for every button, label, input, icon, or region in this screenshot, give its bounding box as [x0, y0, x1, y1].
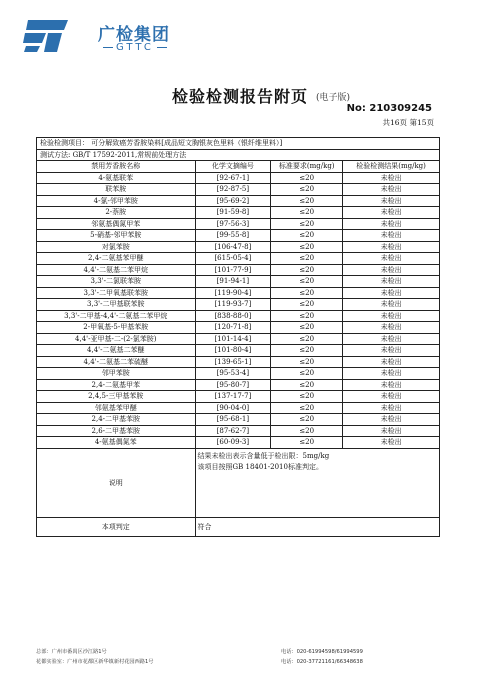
- amine-name-cell: 2,4,5-三甲基苯胺: [37, 391, 196, 403]
- table-row: [37, 437, 440, 449]
- amine-name-cell: 3,3'-二甲氧基联苯胺: [37, 287, 196, 299]
- page-info: 共16页 第15页: [382, 118, 434, 127]
- standard-requirement-cell: ≤20: [271, 184, 343, 196]
- table-row: [37, 195, 440, 207]
- table-row: [37, 333, 440, 345]
- table-row: [37, 287, 440, 299]
- report-number: No: 210309245: [346, 103, 432, 114]
- standard-requirement-cell: ≤20: [271, 264, 343, 276]
- verdict-value: 符合: [195, 517, 439, 536]
- cas-number-cell: [60-09-3]: [195, 437, 271, 449]
- cas-number-cell: [87-62-7]: [195, 425, 271, 437]
- standard-requirement-cell: ≤20: [271, 207, 343, 219]
- amine-name-cell: 3,3'-二甲基-4,4'-二氨基二苯甲烷: [37, 310, 196, 322]
- test-result-cell: 未检出: [343, 333, 440, 345]
- amine-name-cell: 4,4'-二氨基二苯醚: [37, 345, 196, 357]
- table-row: [37, 379, 440, 391]
- test-result-cell: 未检出: [343, 299, 440, 311]
- standard-requirement-cell: ≤20: [271, 391, 343, 403]
- table-header-row: [37, 161, 440, 173]
- table-row: [37, 299, 440, 311]
- standard-requirement-cell: ≤20: [271, 425, 343, 437]
- amine-name-cell: 2,4-二甲基苯胺: [37, 414, 196, 426]
- footer-hq-address: 总部：广州市番禺区沙江路1号: [36, 649, 107, 655]
- cas-number-cell: [101-77-9]: [195, 264, 271, 276]
- table-row: [37, 402, 440, 414]
- table-row: [37, 414, 440, 426]
- cas-number-cell: [95-80-7]: [195, 379, 271, 391]
- test-result-cell: 未检出: [343, 414, 440, 426]
- verdict-label: 本项判定: [37, 517, 196, 536]
- standard-requirement-cell: ≤20: [271, 253, 343, 265]
- table-row: [37, 241, 440, 253]
- standard-requirement-cell: ≤20: [271, 368, 343, 380]
- cas-number-cell: [97-56-3]: [195, 218, 271, 230]
- test-result-cell: 未检出: [343, 253, 440, 265]
- table-row: [37, 276, 440, 288]
- amine-name-cell: 2,4-二氨基甲苯: [37, 379, 196, 391]
- note-line-1: 结果未检出表示含量低于检出限：5mg/kg: [197, 451, 330, 460]
- header-test-result: 检验检测结果(mg/kg): [343, 161, 440, 173]
- test-result-cell: 未检出: [343, 368, 440, 380]
- table-row: [37, 425, 440, 437]
- cas-number-cell: [95-68-1]: [195, 414, 271, 426]
- test-result-cell: 未检出: [343, 402, 440, 414]
- test-method-line: 测试方法: GB/T 17592-2011,常规前处理方法: [37, 149, 440, 161]
- standard-requirement-cell: ≤20: [271, 218, 343, 230]
- cas-number-cell: [838-88-0]: [195, 310, 271, 322]
- standard-requirement-cell: ≤20: [271, 333, 343, 345]
- cas-number-cell: [106-47-8]: [195, 241, 271, 253]
- standard-requirement-cell: ≤20: [271, 322, 343, 334]
- table-row: [37, 345, 440, 357]
- table-row: [37, 368, 440, 380]
- test-result-cell: 未检出: [343, 437, 440, 449]
- test-results-table: [36, 137, 440, 537]
- cas-number-cell: [90-04-0]: [195, 402, 271, 414]
- table-row: [37, 264, 440, 276]
- test-result-cell: 未检出: [343, 310, 440, 322]
- test-result-cell: 未检出: [343, 230, 440, 242]
- standard-requirement-cell: ≤20: [271, 356, 343, 368]
- cas-number-cell: [92-87-5]: [195, 184, 271, 196]
- note-label: 说明: [37, 448, 196, 517]
- cas-number-cell: [101-80-4]: [195, 345, 271, 357]
- standard-requirement-cell: ≤20: [271, 172, 343, 184]
- table-row: [37, 218, 440, 230]
- report-title: 检验检测报告附页: [172, 87, 309, 106]
- amine-name-cell: 2,4-二氨基苯甲醚: [37, 253, 196, 265]
- cas-number-cell: [91-94-1]: [195, 276, 271, 288]
- test-result-cell: 未检出: [343, 241, 440, 253]
- amine-name-cell: 邻氨基偶氮甲苯: [37, 218, 196, 230]
- standard-requirement-cell: ≤20: [271, 195, 343, 207]
- table-row: [37, 230, 440, 242]
- table-row: [37, 310, 440, 322]
- header-amine-name: 禁用芳香胺名称: [37, 161, 196, 173]
- amine-name-cell: 3,3'-二氯联苯胺: [37, 276, 196, 288]
- amine-name-cell: 4-氯-邻甲苯胺: [37, 195, 196, 207]
- cas-number-cell: [615-05-4]: [195, 253, 271, 265]
- header-standard-requirement: 标准要求(mg/kg): [271, 161, 343, 173]
- amine-name-cell: 2,6-二甲基苯胺: [37, 425, 196, 437]
- note-line-2: 该项目按照GB 18401-2010标准判定。: [197, 462, 323, 471]
- amine-name-cell: 联苯胺: [37, 184, 196, 196]
- amine-name-cell: 4-氨基联苯: [37, 172, 196, 184]
- standard-requirement-cell: ≤20: [271, 241, 343, 253]
- footer-lab-address: 花都实验室：广州市花都区新华镇新村花园西路1号: [36, 659, 154, 665]
- test-result-cell: 未检出: [343, 207, 440, 219]
- standard-requirement-cell: ≤20: [271, 310, 343, 322]
- test-result-cell: 未检出: [343, 172, 440, 184]
- amine-name-cell: 4,4'-亚甲基-二-(2-氯苯胺): [37, 333, 196, 345]
- amine-name-cell: 4,4'-二氨基二苯甲烷: [37, 264, 196, 276]
- standard-requirement-cell: ≤20: [271, 299, 343, 311]
- test-result-cell: 未检出: [343, 391, 440, 403]
- amine-name-cell: 4,4'-二氨基二苯硫醚: [37, 356, 196, 368]
- cas-number-cell: [120-71-8]: [195, 322, 271, 334]
- test-result-cell: 未检出: [343, 264, 440, 276]
- test-result-cell: 未检出: [343, 184, 440, 196]
- table-row: [37, 391, 440, 403]
- amine-name-cell: 3,3'-二甲基联苯胺: [37, 299, 196, 311]
- cas-number-cell: [137-17-7]: [195, 391, 271, 403]
- test-result-cell: 未检出: [343, 287, 440, 299]
- table-row: [37, 253, 440, 265]
- footer-lab-phone: 电话：020-37721161/66348638: [281, 659, 363, 665]
- test-result-cell: 未检出: [343, 276, 440, 288]
- table-row: [37, 184, 440, 196]
- table-row: [37, 172, 440, 184]
- test-result-cell: 未检出: [343, 379, 440, 391]
- standard-requirement-cell: ≤20: [271, 402, 343, 414]
- cas-number-cell: [99-55-8]: [195, 230, 271, 242]
- test-item-line: 检验检测项目： 可分解致癌芳香胺染料[成品短文胸银灰色里料（银纤维里料）]: [37, 138, 440, 150]
- logo-chinese-name: 广检集团: [98, 25, 170, 45]
- cas-number-cell: [139-65-1]: [195, 356, 271, 368]
- amine-name-cell: 2-萘胺: [37, 207, 196, 219]
- cas-number-cell: [95-53-4]: [195, 368, 271, 380]
- standard-requirement-cell: ≤20: [271, 437, 343, 449]
- logo-english-name: GTTC: [100, 42, 170, 53]
- cas-number-cell: [92-67-1]: [195, 172, 271, 184]
- test-result-cell: 未检出: [343, 218, 440, 230]
- standard-requirement-cell: ≤20: [271, 379, 343, 391]
- note-cell: [195, 448, 439, 517]
- table-row: [37, 207, 440, 219]
- amine-name-cell: 对氯苯胺: [37, 241, 196, 253]
- cas-number-cell: [101-14-4]: [195, 333, 271, 345]
- gttc-logo-icon: [22, 16, 70, 56]
- standard-requirement-cell: ≤20: [271, 414, 343, 426]
- cas-number-cell: [95-69-2]: [195, 195, 271, 207]
- amine-name-cell: 5-硝基-邻甲苯胺: [37, 230, 196, 242]
- test-result-cell: 未检出: [343, 356, 440, 368]
- test-result-cell: 未检出: [343, 195, 440, 207]
- test-result-cell: 未检出: [343, 345, 440, 357]
- table-row: [37, 322, 440, 334]
- test-result-cell: 未检出: [343, 425, 440, 437]
- standard-requirement-cell: ≤20: [271, 287, 343, 299]
- cas-number-cell: [119-93-7]: [195, 299, 271, 311]
- header-cas-number: 化学文摘编号: [195, 161, 271, 173]
- standard-requirement-cell: ≤20: [271, 276, 343, 288]
- cas-number-cell: [119-90-4]: [195, 287, 271, 299]
- amine-name-cell: 2-甲氧基-5-甲基苯胺: [37, 322, 196, 334]
- footer-hq-phone: 电话：020-61994598/61994599: [281, 649, 363, 655]
- test-result-cell: 未检出: [343, 322, 440, 334]
- table-row: [37, 356, 440, 368]
- gttc-logo: [22, 14, 172, 58]
- amine-name-cell: 4-氨基偶氮苯: [37, 437, 196, 449]
- amine-name-cell: 邻甲苯胺: [37, 368, 196, 380]
- amine-name-cell: 邻氨基苯甲醚: [37, 402, 196, 414]
- cas-number-cell: [91-59-8]: [195, 207, 271, 219]
- report-subtitle: (电子版): [316, 93, 351, 103]
- standard-requirement-cell: ≤20: [271, 345, 343, 357]
- standard-requirement-cell: ≤20: [271, 230, 343, 242]
